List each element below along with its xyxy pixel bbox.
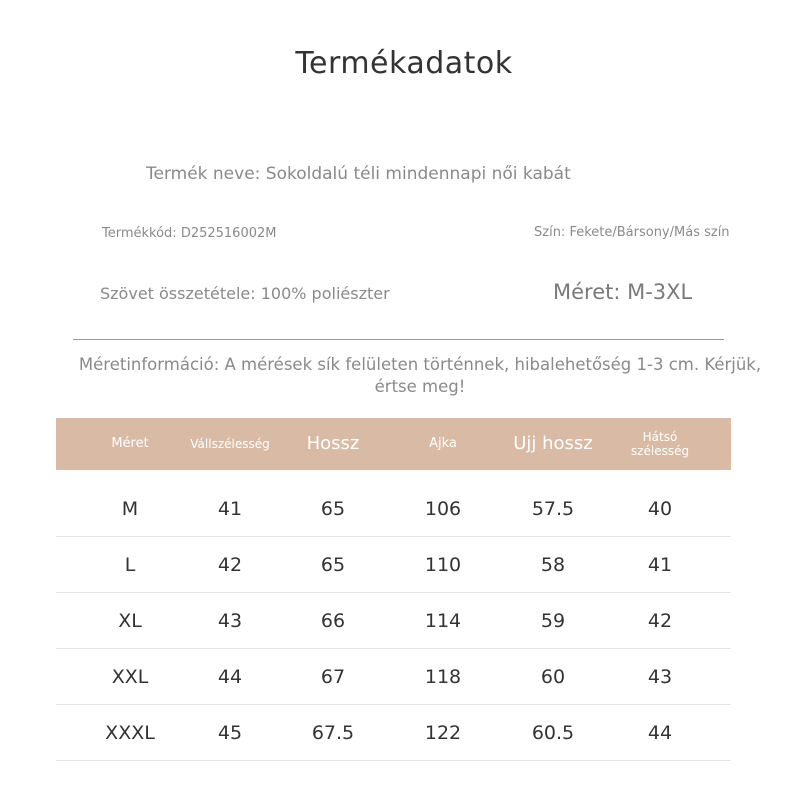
product-name: Termék neve: Sokoldalú téli mindennapi női kabát: [146, 164, 571, 184]
page-title: Termékadatok: [295, 46, 513, 81]
cell-back-width: 44: [647, 721, 673, 744]
cell-length: 65: [320, 553, 346, 576]
cell-size: L: [124, 553, 136, 576]
cell-sleeve: 59: [540, 609, 566, 632]
cell-shoulder: 44: [217, 665, 243, 688]
cell-size: XL: [118, 609, 142, 632]
size-range: Méret: M-3XL: [553, 280, 693, 304]
size-note: Méretinformáció: A mérések sík felületen történnek, hibalehetőség 1-3 cm. Kérjük, értse meg!: [78, 355, 762, 396]
header-size: Méret: [111, 436, 149, 451]
cell-length: 66: [320, 609, 346, 632]
table-row: [56, 537, 731, 593]
size-table-header: [56, 418, 731, 470]
table-row: [56, 481, 731, 537]
header-sleeve: Ujj hossz: [513, 433, 593, 454]
table-row: [56, 593, 731, 649]
header-length: Hossz: [306, 433, 360, 454]
table-row: [56, 649, 731, 705]
cell-sleeve: 58: [540, 553, 566, 576]
cell-size: M: [121, 497, 139, 520]
product-color: Szín: Fekete/Bársony/Más szín: [534, 225, 730, 240]
cell-shoulder: 45: [217, 721, 243, 744]
cell-length: 65: [320, 497, 346, 520]
product-code: Termékkód: D252516002M: [102, 226, 277, 241]
header-bust: Ajka: [429, 436, 457, 451]
cell-sleeve: 57.5: [531, 497, 575, 520]
cell-length: 67.5: [311, 721, 355, 744]
cell-back-width: 43: [647, 665, 673, 688]
cell-shoulder: 43: [217, 609, 243, 632]
cell-bust: 118: [424, 665, 462, 688]
cell-back-width: 40: [647, 497, 673, 520]
header-shoulder: Vállszélesség: [190, 437, 270, 451]
header-back-width: Hátsó szélesség: [630, 430, 690, 458]
cell-back-width: 41: [647, 553, 673, 576]
cell-bust: 110: [424, 553, 462, 576]
cell-sleeve: 60: [540, 665, 566, 688]
cell-bust: 114: [424, 609, 462, 632]
cell-shoulder: 42: [217, 553, 243, 576]
cell-bust: 122: [424, 721, 462, 744]
table-row: [56, 705, 731, 761]
cell-bust: 106: [424, 497, 462, 520]
cell-sleeve: 60.5: [531, 721, 575, 744]
cell-size: XXL: [111, 665, 149, 688]
fabric-composition: Szövet összetétele: 100% poliészter: [100, 284, 390, 303]
cell-shoulder: 41: [217, 497, 243, 520]
cell-length: 67: [320, 665, 346, 688]
cell-back-width: 42: [647, 609, 673, 632]
cell-size: XXXL: [105, 721, 155, 744]
divider: [73, 339, 724, 340]
